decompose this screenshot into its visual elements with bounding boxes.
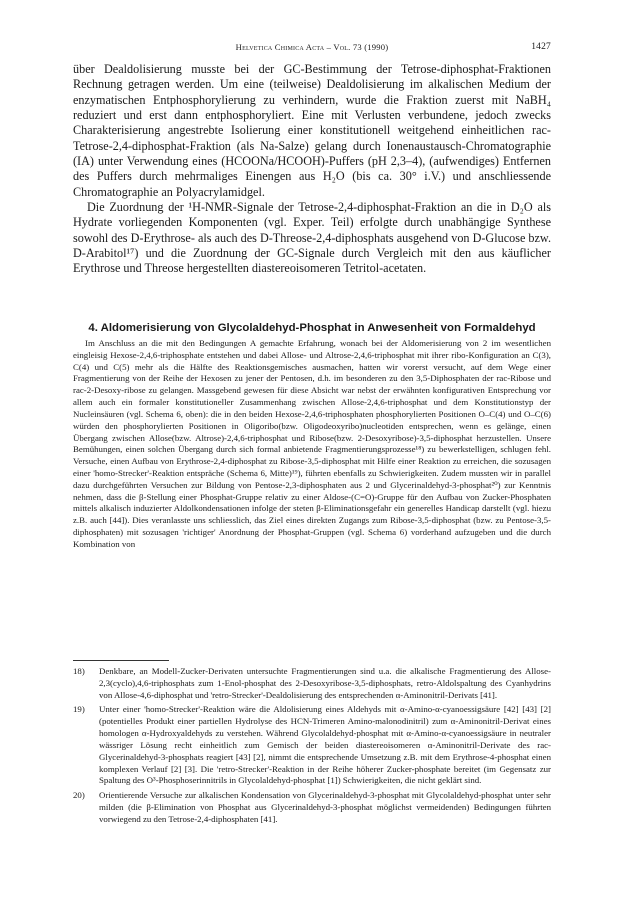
journal-title: Helvetica Chimica Acta – Vol. 73 (1990) — [235, 42, 389, 52]
footnote-18 — [73, 666, 551, 701]
body-paragraph-2: Die Zuordnung der ¹H-NMR-Signale der Tetrose-2,4-diphosphat-Fraktion an die in D₂O als Hydrate vorliegenden Komponenten (vgl. Exper. Teil) erfolgte durch unabhängige Synthese sowohl des D-Erythrose- als auch des D-Threose-2,4-diphosphats ausgehend von D-Glucose bzw. D-Arabitol¹⁷) und die Zuordnung der GC-Signale durch Vergleich mit den aus käuflicher Erythrose und Threose hergestellten diastereoisomeren Tetritol-acetaten. — [73, 200, 551, 276]
footnotes — [73, 666, 551, 829]
footnote-rule — [73, 660, 169, 661]
footnote-number: 20) — [73, 790, 85, 801]
body-paragraph-1: über Dealdolisierung musste bei der GC-Bestimmung der Tetrose-diphosphat-Fraktionen Rechnung getragen werden. Um eine (teilweise) Dealdolisierung im alkalischen Medium der enzymatischen Entphosphorylierung zu verhindern, wurde die Fraktion zuerst mit NaBH₄ reduziert und erst dann entphosphoryliert. Eine mit Verlusten verbundene, jedoch zwecks Charakterisierung angestrebte Isolierung einer konstitutionell weitgehend einheitlichen rac-Tetrose-2,4-diphosphat-Fraktion (als Na-Salze) gelang durch Ionenaustausch-Chromatographie (IA) unter Verwendung eines (HCOONa/HCOOH)-Puffers (pH 2,3–4), (aufwendiges) Entfernen des Puffers durch mehrmaliges Einengen aus H₂O (bis ca. 30° i.V.) und anschliessende Chromatographie an Polyacrylamidgel. — [73, 62, 551, 199]
page-number: 1427 — [531, 42, 551, 52]
footnote-text: Unter einer 'homo-Strecker'-Reaktion wäre die Aldolisierung eines Aldehyds mit α-Amino-α-cyanoessigsäure [42] [43] [2] (potentielles Produkt einer partiellen Hydrolyse des HCN-Trimeren Amino-malonodinitril) zum α-Aminonitril-Derivat eines homologen α-Hydroxyaldehyds zu verstehen. Während Glycolaldehyd-phosphat mit α-Amino-α-cyanoessigsäure in neutraler wässriger Lösung recht einheitlich zum Gemisch der beiden diastereoisomeren α-Aminonitril-Derivate des rac-Glycerinaldehyd-3-phosphats reagiert [43] [2], nimmt die entsprechende Umsetzung z.B. mit dem Erythrose-4-phosphat einen komplexen Verlauf [2] [3]. Die 'retro-Strecker'-Reaktion in der Reihe höherer Zucker-phosphate bereitet (im Gegensatz zur Spaltung des O³-Phosphoserinnitrils in Glycolaldehyd-phosphat [1]) Schwierigkeiten, die nicht geklärt sind. — [99, 704, 551, 786]
section-heading: 4. Aldomerisierung von Glycolaldehyd-Phosphat in Anwesenheit von Formaldehyd — [88, 322, 536, 334]
footnote-text: Orientierende Versuche zur alkalischen Kondensation von Glycerinaldehyd-3-phosphat mit Glycolaldehyd-phosphat unter sehr milden (die β-Elimination von Phosphat aus Glycerinaldehyd-3-phosphat möglichst vermeidenden) Bedingungen führten vorwiegend zu den Tetrose-2,4-diphosphaten [41]. — [99, 790, 551, 824]
footnote-20 — [73, 790, 551, 825]
footnote-number: 19) — [73, 704, 85, 715]
footnote-19 — [73, 704, 551, 787]
main-text — [73, 62, 551, 277]
footnote-text: Denkbare, an Modell-Zucker-Derivaten untersuchte Fragmentierungen sind u.a. die alkalische Fragmentierung des Allose-2,3(cyclo),4,6-triphosphats zum 1-Enol-phosphat des 2-Desoxyribose-3,5-diphosphats, retro-Aldolspaltung des Cyanhydrins von Allose-4,6-diphosphat und 'retro-Strecker'-Dealdolisierung des entsprechenden α-Aminonitril-Derivats [41]. — [99, 666, 551, 700]
small-print-paragraph: Im Anschluss an die mit den Bedingungen A gemachte Erfahrung, wonach bei der Aldomerisierung von 2 im wesentlichen eingleisig Hexose-2,4,6-triphosphate entstehen und dabei Allose- und Altrose-2,4,6-triphosphat mit ihrer ribo-Konfiguration an C(3), C(4) und C(5) mehr als die Hälfte des Reaktionsgemisches ausmachen, hatten wir vorerst versucht, auf dem Wege einer Fragmentierung von der Reihe der Hexosen zu jener der Pentosen, d.h. im besonderen zu den 3,5-Diphosphaten der rac-Ribose und rac-2-Desoxy-ribose zu gelangen. Massgebend gewesen für diese Absicht war nebst der erwähnten konfigurativen Entsprechung vor allem auch ein formaler konstitutioneller Zusammenhang zwischen Allose-2,4,6-triphosphat und dem Konstitutionstyp der Nucleinsäuren (vgl. Schema 6, oben): die in den beiden Hexose-2,4,6-triphosphaten phosphorylierten Positionen O–C(4) und O–C(6) würden den phosphorylierten Positionen in Oligoribo(bzw. Oligodeoxyribo)nucleotiden entsprechen, wenn es gelänge, einen Übergang zwischen Allose(bzw. Altrose)-2,4,6-triphosphat und Ribose(bzw. 2-Desoxyribose)-3,5-diphosphat herzustellen. Unsere Bemühungen, einen solchen Übergang durch sich formal anbietende Fragmentierungsprozesse¹⁸) zu bewerkstelligen, schlugen fehl. Versuche, einen Aufbau von Erythrose-2,4-diphosphat zu Ribose-3,5-diphosphat mit Hilfe einer Reaktion zu erreichen, die sozusagen einer 'homo-Strecker'-Reaktion entspräche (Schema 6, Mitte)¹⁹), führten ebenfalls zu Schwierigkeiten. Zudem mussten wir in parallel dazu durchgeführten Versuchen zur Bildung von Pentose-2,3-diphosphaten aus 2 und Glycerinaldehyd-3-phosphat²⁰) zur Kenntnis nehmen, dass die β-Stellung einer Phosphat-Gruppe relativ zu einer Aldose-(C=O)-Gruppe für den Aufbau von Zucker-Phosphaten mittels alkalisch induzierter Aldolkondensationen infolge der steten β-Eliminationsgefahr ein generelles Handicap darstellt (vgl. hiezu z.B. auch [44]). Dies veranlasste uns schliesslich, das Ziel eines direkten Zugangs zum Ribose-3,5-diphosphat (bzw. zu Pentose-3,5-diphosphaten) mit sozusagen 'richtiger' Anordnung der Phosphat-Gruppen (vgl. Schema 6) vorderhand aufzugeben und die durch Kombination von — [73, 338, 551, 549]
small-print-text — [73, 338, 551, 551]
footnote-number: 18) — [73, 666, 85, 676]
running-header — [73, 42, 551, 54]
